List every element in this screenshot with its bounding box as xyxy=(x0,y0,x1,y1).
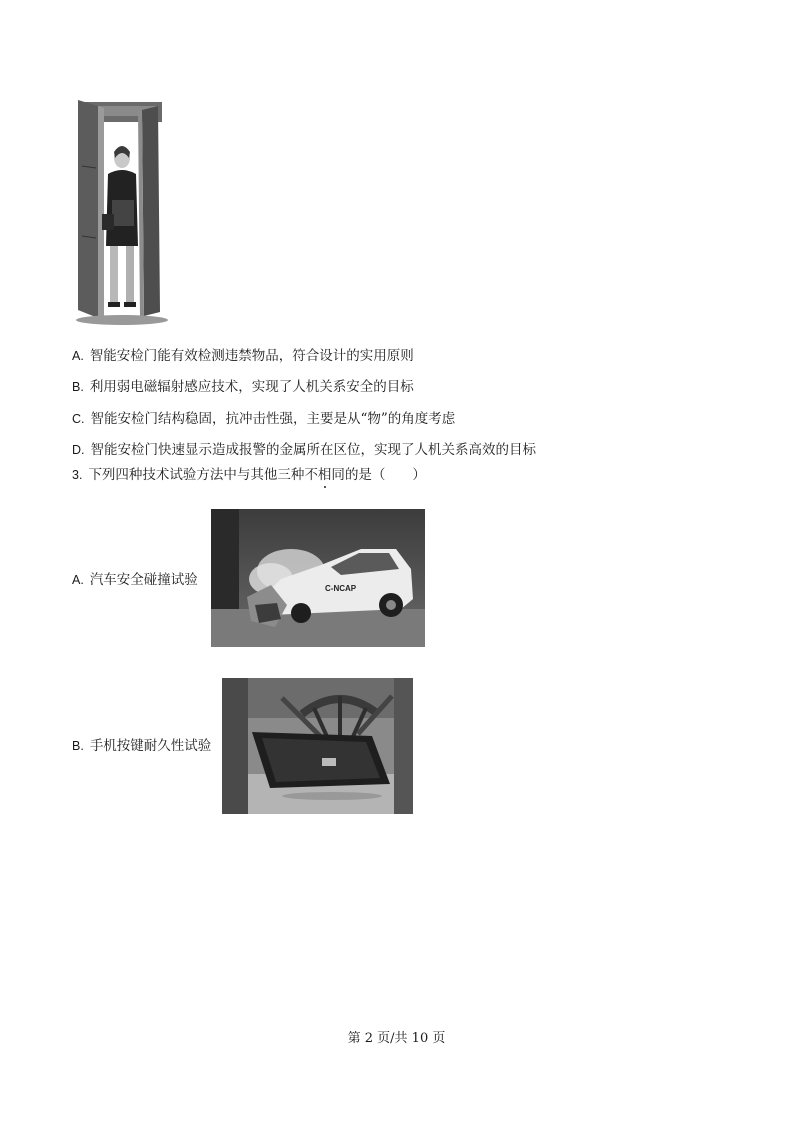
option-text: 智能安检门能有效检测违禁物品，符合设计的实用原则 xyxy=(89,348,414,364)
stem-text: 下列四种技术试验方法中与其他三种 xyxy=(88,467,305,483)
option-text: 智能安检门结构稳固，抗冲击性强，主要是从“物”的角度考虑 xyxy=(90,411,456,427)
question-number: 3. xyxy=(72,468,83,482)
question-3-stem xyxy=(72,466,426,484)
phone-test-photo xyxy=(222,678,413,814)
option-letter: A. xyxy=(72,573,84,587)
option-letter: C. xyxy=(72,412,85,426)
page-footer: 第 2 页/共 10 页 xyxy=(347,1031,446,1046)
car-crash-photo xyxy=(211,509,425,647)
option-text: 手机按键耐久性试验 xyxy=(89,738,212,754)
option-letter: D. xyxy=(72,443,85,457)
option-letter: A. xyxy=(72,349,84,363)
option-text: 利用弱电磁辐射感应技术，实现了人机关系安全的目标 xyxy=(89,379,414,395)
option-text: 汽车安全碰撞试验 xyxy=(89,572,198,588)
q3-option-b[interactable] xyxy=(72,737,211,755)
option-b[interactable] xyxy=(72,378,414,396)
option-text: 智能安检门快速显示造成报警的金属所在区位，实现了人机关系高效的目标 xyxy=(90,442,536,458)
stem-emphasis: 不相同 xyxy=(304,467,345,483)
q3-option-a[interactable] xyxy=(72,571,198,589)
option-letter: B. xyxy=(72,739,84,753)
option-d[interactable] xyxy=(72,441,536,459)
stem-text-end: 的是（ ） xyxy=(344,467,426,483)
option-letter: B. xyxy=(72,380,84,394)
option-a[interactable] xyxy=(72,347,414,365)
car-decal-text: C-NCAP xyxy=(325,584,357,593)
option-c[interactable] xyxy=(72,410,455,428)
security-gate-image xyxy=(72,96,172,328)
